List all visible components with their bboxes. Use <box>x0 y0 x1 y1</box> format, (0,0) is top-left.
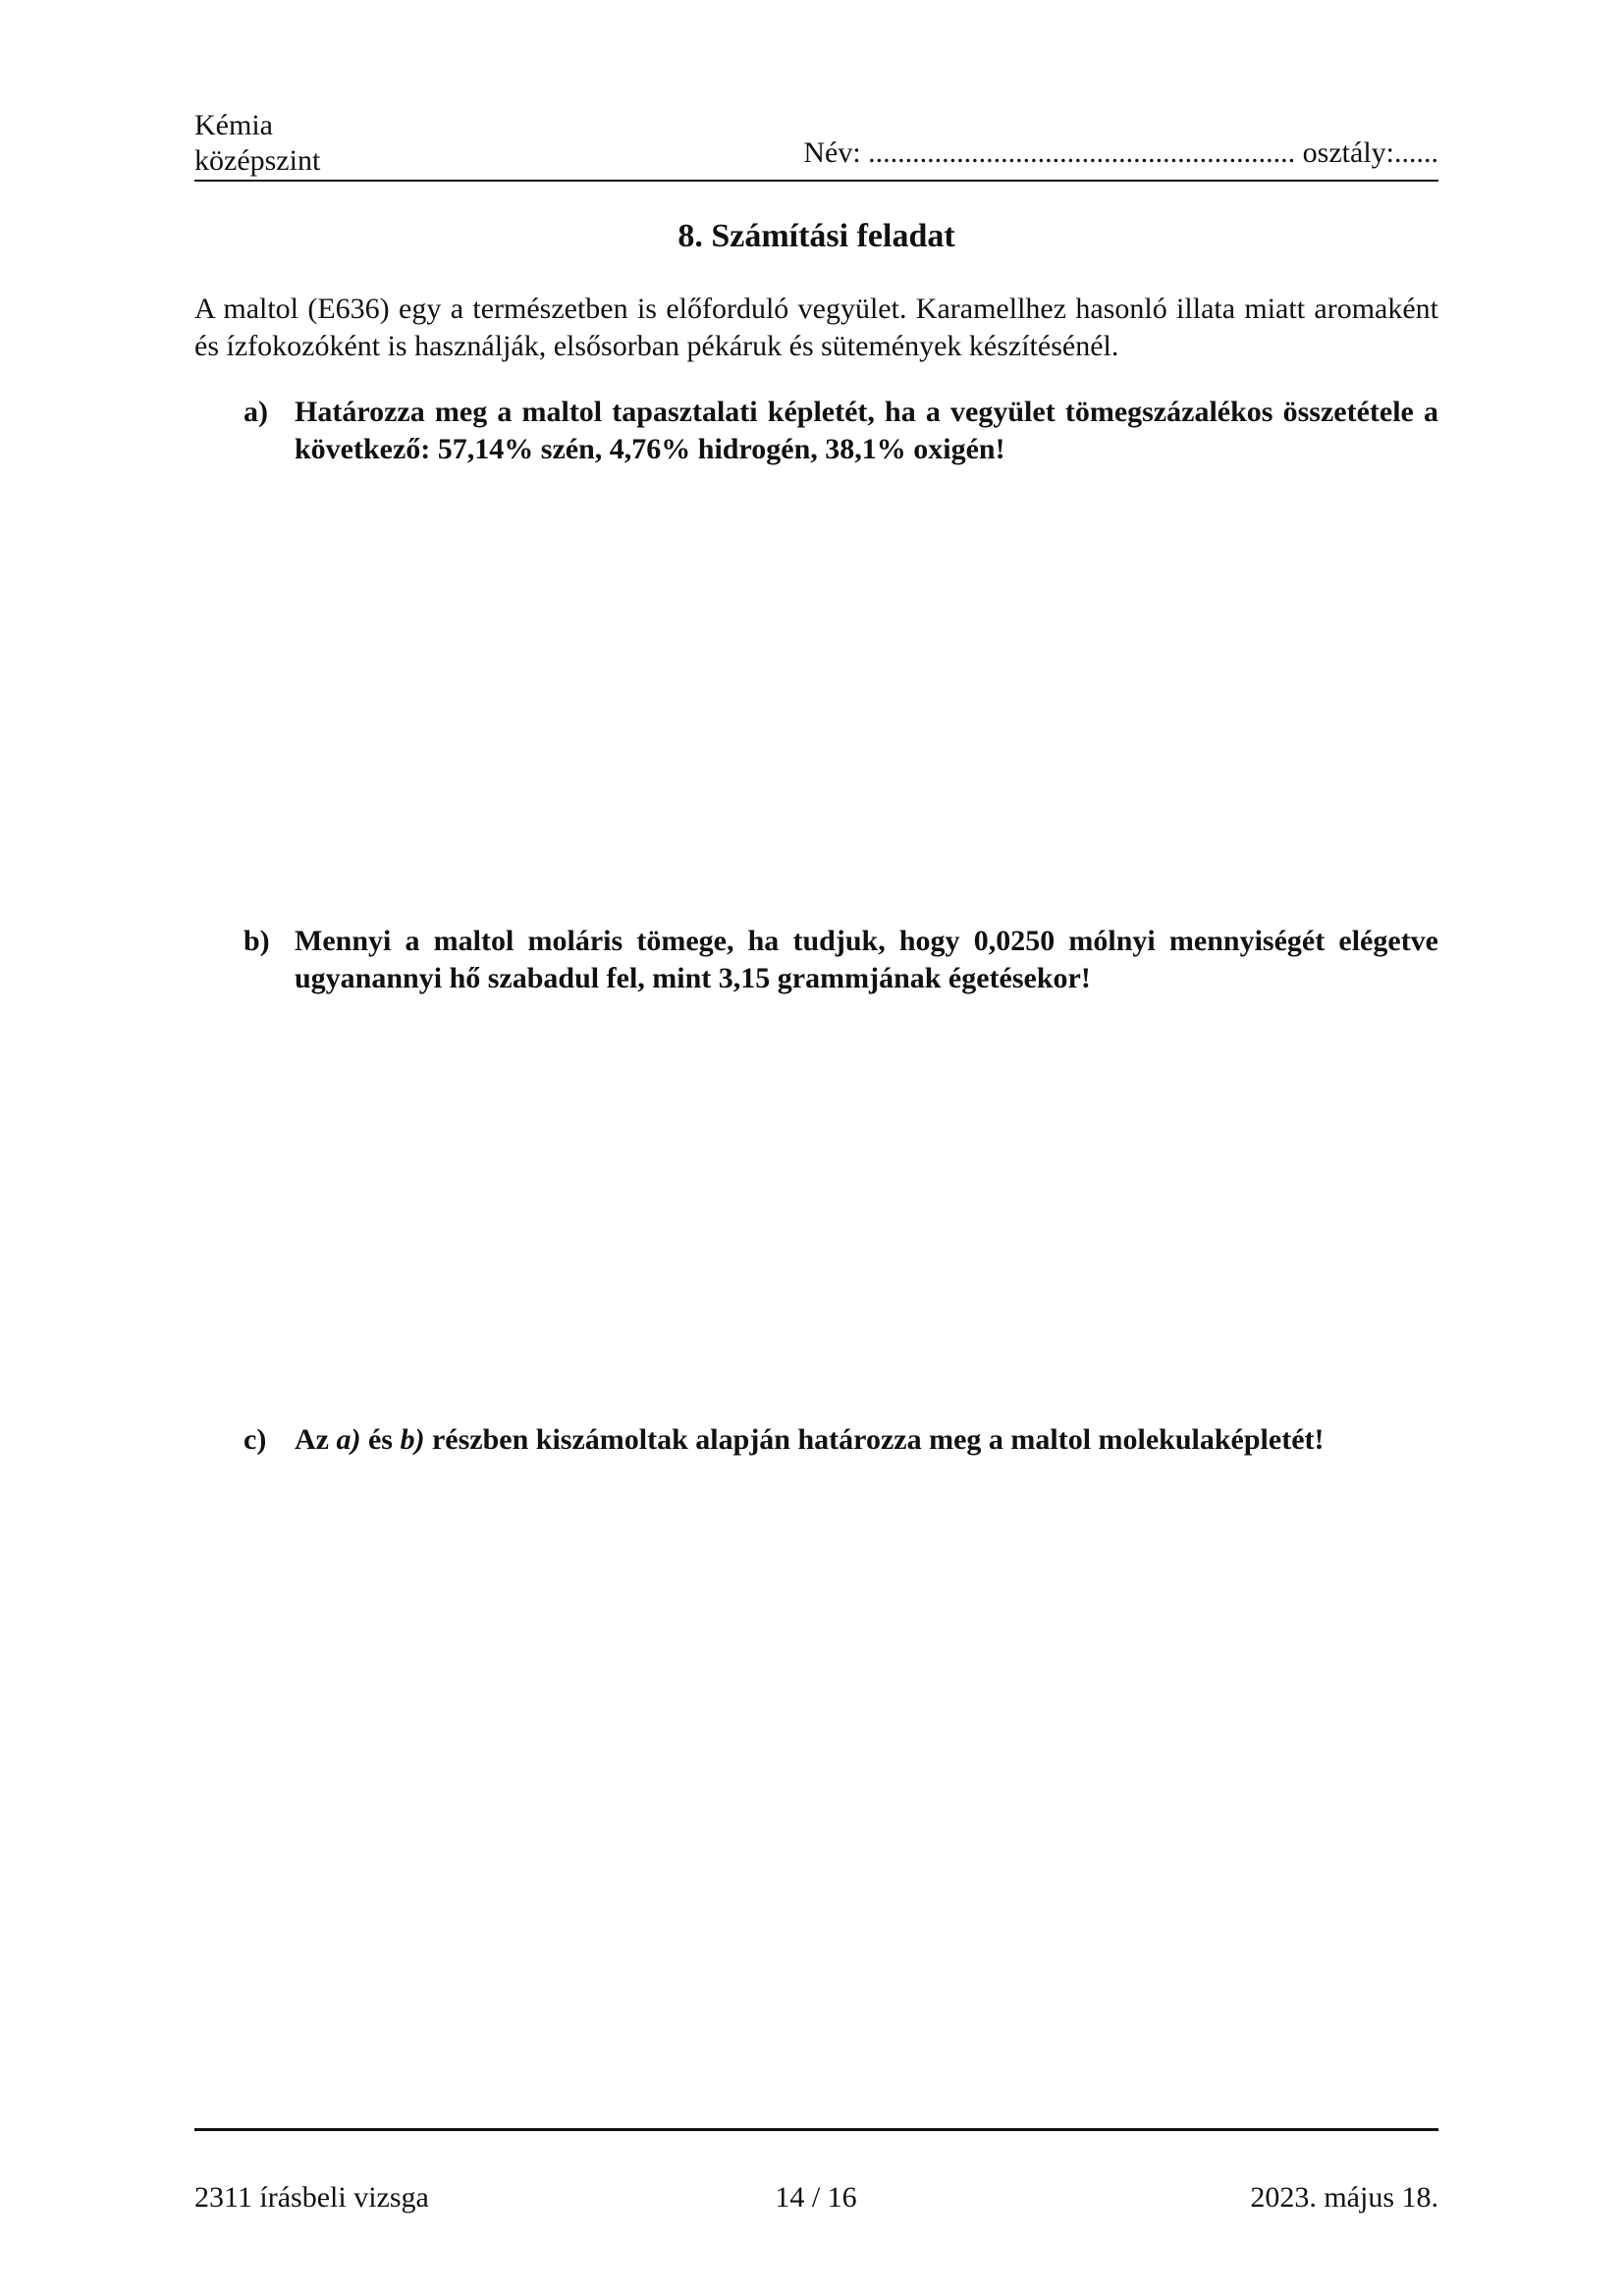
task-b <box>244 923 1438 997</box>
footer-date: 2023. május 18. <box>1250 2181 1438 2214</box>
task-a-marker: a) <box>244 396 268 428</box>
task-c-text-part-1: Az <box>295 1423 337 1456</box>
footer-divider <box>194 2128 1438 2131</box>
task-c-text <box>295 1421 1438 1459</box>
task-c-marker: c) <box>244 1423 267 1456</box>
footer-exam-code: 2311 írásbeli vizsga <box>194 2181 429 2214</box>
task-a <box>244 394 1438 468</box>
intro-paragraph: A maltol (E636) egy a természetben is előforduló vegyület. Karamellhez hasonló illata miatt aromaként és ízfokozóként is használják, elsősorban pékáruk és sütemények készítésénél. <box>194 293 1438 362</box>
task-title: 8. Számítási feladat <box>677 218 955 254</box>
subject-label: Kémia <box>194 109 273 141</box>
task-c <box>244 1421 1438 1459</box>
header-subject-block <box>194 108 320 179</box>
level-label: középszint <box>194 144 321 177</box>
header-divider <box>194 180 1438 182</box>
name-class-field: Név: .......................................................... osztály:...... <box>803 136 1438 169</box>
task-a-text: Határozza meg a maltol tapasztalati képletét, ha a vegyület tömegszázalékos összetétele a következő: 57,14% szén, 4,76% hidrogén, 38,1% oxigén! <box>295 396 1438 465</box>
task-c-ref-b: b) <box>400 1423 425 1456</box>
task-c-text-part-3: részben kiszámoltak alapján határozza meg a maltol molekulaképletét! <box>424 1423 1325 1456</box>
task-c-text-part-2: és <box>360 1423 401 1456</box>
task-b-text: Mennyi a maltol moláris tömege, ha tudjuk, hogy 0,0250 mólnyi mennyiségét elégetve ugyanannyi hő szabadul fel, mint 3,15 grammjának égetésekor! <box>295 925 1438 994</box>
task-c-ref-a: a) <box>336 1423 361 1456</box>
task-b-marker: b) <box>244 925 270 957</box>
footer-page-number: 14 / 16 <box>775 2181 857 2214</box>
